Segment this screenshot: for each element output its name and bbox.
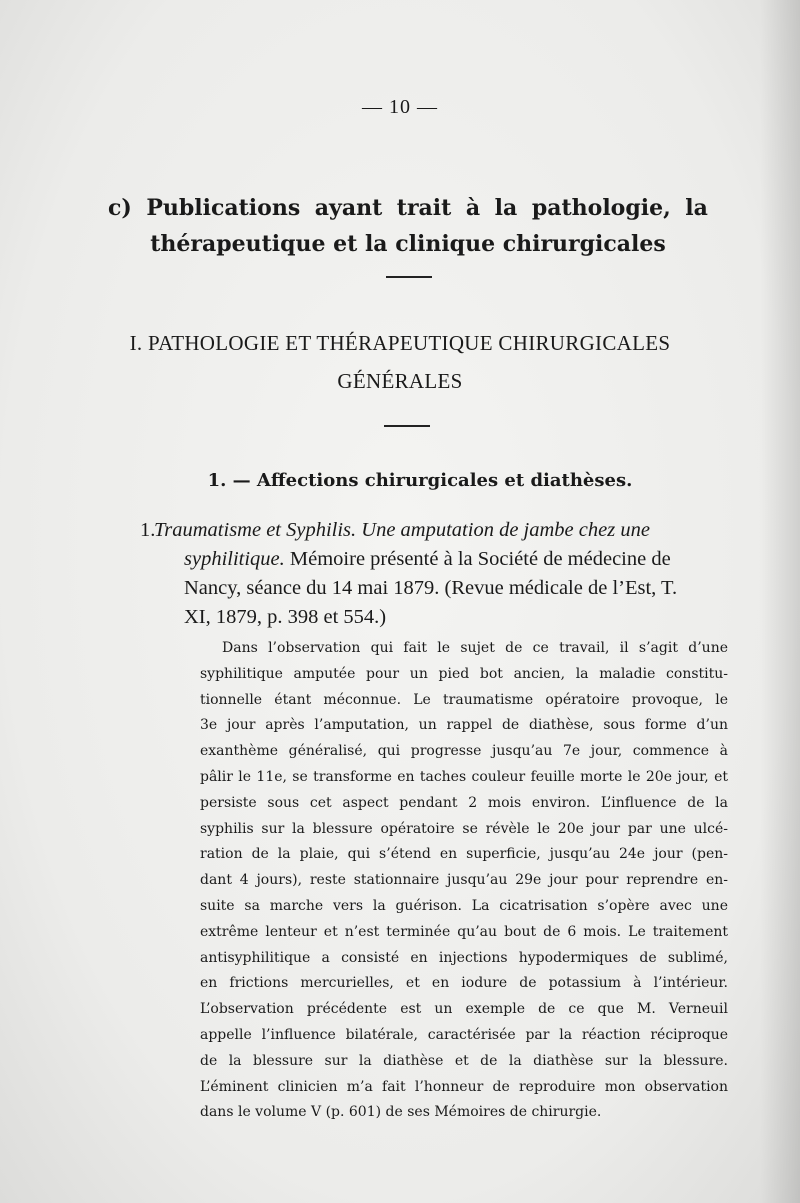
entry-line2 [184,545,671,574]
section-title-word: c) [108,195,132,221]
summary-line: exanthème généralisé, qui progresse jusqu’au 7e jour, commence à [200,743,728,760]
section-title-word: la [494,195,518,221]
summary-line: persiste sous cet aspect pendant 2 mois environ. L’influence de la [200,794,728,811]
summary-line: extrême lenteur et n’est terminée qu’au bout de 6 mois. Le traitement [200,923,728,940]
summary-line: ration de la plaie, qui s’étend en superficie, jusqu’au 24e jour (pen- [200,846,728,863]
entry-title-italic-2: syphilitique. [184,548,285,570]
entry-summary [200,636,728,1126]
summary-line: appelle l’influence bilatérale, caractérisée par la réaction réciproque [200,1026,728,1043]
section-title-line2: thérapeutique et la clinique chirurgicales [150,231,666,257]
entry-title-italic: Traumatisme et Syphilis. Une amputation de jambe chez une [154,519,650,541]
summary-line: en frictions mercurielles, et en iodure de potassium à l’intérieur. [200,975,728,992]
page-number: — 10 — [362,96,438,118]
page-edge-shadow [760,0,800,1203]
summary-line: L’éminent clinicien m’a fait l’honneur de reproduire mon observation [200,1078,728,1095]
section-title-word: trait [396,195,452,221]
chapter-heading [0,324,800,400]
summary-line: syphilis sur la blessure opératoire se révèle le 20e jour par une ulcé- [200,820,728,837]
chapter-heading-line1: I. PATHOLOGIE ET THÉRAPEUTIQUE CHIRURGICALES [129,331,671,355]
summary-line: L’observation précédente est un exemple de ce que M. Verneuil [200,1001,728,1018]
divider-rule [384,425,430,427]
entry-number: 1. [140,519,156,541]
section-title-line1 [108,190,708,226]
section-title-word: Publications [146,195,301,221]
summary-line: de la blessure sur la diathèse et de la diathèse sur la blessure. [200,1052,728,1069]
summary-line: antisyphilitique a consisté en injections hypodermiques de sublimé, [200,949,728,966]
chapter-heading-line2: GÉNÉRALES [337,369,463,393]
section-title [108,190,708,262]
entry-title-line1 [154,516,650,545]
summary-line: pâlir le 11e, se transforme en taches couleur feuille morte le 20e jour, et [200,768,728,785]
summary-line: dant 4 jours), reste stationnaire jusqu’au 29e jour pour reprendre en- [200,872,728,889]
entry-line2-text: Mémoire présenté à la Société de médecine de [284,548,671,570]
section-title-word: ayant [314,195,383,221]
section-title-word: pathologie, [531,195,671,221]
section-title-word: la [685,195,708,221]
subsection-heading: 1. — Affections chirurgicales et diathèses. [207,470,633,491]
summary-line: Dans l’observation qui fait le sujet de ce travail, il s’agit d’une [222,640,728,656]
summary-line: suite sa marche vers la guérison. La cicatrisation s’opère avec une [200,897,728,914]
entry-line4: XI, 1879, p. 398 et 554.) [184,606,387,628]
summary-line: syphilitique amputée pour un pied bot ancien, la maladie constitu- [200,665,728,682]
divider-rule [386,276,432,278]
entry-line3: Nancy, séance du 14 mai 1879. (Revue médicale de l’Est, T. [184,577,678,599]
summary-line: dans le volume V (p. 601) de ses Mémoires de chirurgie. [200,1104,602,1121]
summary-line: 3e jour après l’amputation, un rappel de diathèse, sous forme d’un [200,717,728,734]
section-title-word: à [465,195,481,221]
summary-line: tionnelle étant méconnue. Le traumatisme opératoire provoque, le [200,691,728,708]
